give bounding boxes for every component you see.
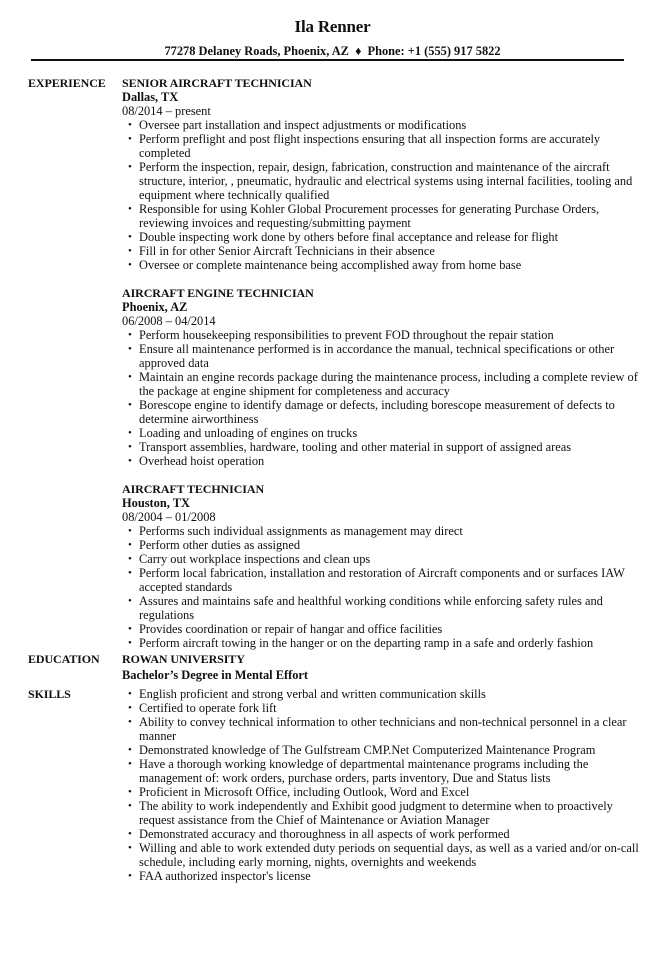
job-dates: 06/2008 – 04/2014 [122, 314, 216, 328]
resume-header [0, 17, 665, 58]
list-item: • Fill in for other Senior Aircraft Technicians in their absence [122, 244, 642, 258]
job-dates: 08/2014 – present [122, 104, 211, 118]
job-title: SENIOR AIRCRAFT TECHNICIAN [122, 76, 312, 90]
list-item: • Performs such individual assignments as management may direct [122, 524, 642, 538]
job-location: Dallas, TX [122, 90, 179, 104]
list-item: • Perform local fabrication, installation and restoration of Aircraft components and or surfaces IAW accepted standards [122, 566, 642, 594]
job-location: Houston, TX [122, 496, 190, 510]
list-item: • Perform the inspection, repair, design, fabrication, construction and maintenance of the aircraft structure, interior, , pneumatic, hydraulic and electrical systems using internal facilities, tooling and equipment where technically qualified [122, 160, 642, 202]
contact-line [0, 44, 665, 58]
address: 77278 Delaney Roads, Phoenix, AZ [164, 44, 349, 58]
candidate-name: Ila Renner [294, 17, 371, 36]
list-item: • Willing and able to work extended duty periods on sequential days, as well as a varied and/or on-call schedule, including early morning, nights, overnights and weekends [122, 841, 642, 869]
job-location: Phoenix, AZ [122, 300, 188, 314]
list-item: • Proficient in Microsoft Office, including Outlook, Word and Excel [122, 785, 642, 799]
skills-list [122, 687, 642, 883]
list-item: • Double inspecting work done by others before final acceptance and release for flight [122, 230, 642, 244]
list-item: • Perform aircraft towing in the hanger or on the departing ramp in a safe and orderly fashion [122, 636, 642, 650]
job-title: AIRCRAFT TECHNICIAN [122, 482, 265, 496]
education-entry [122, 652, 642, 682]
job-dates: 08/2004 – 01/2008 [122, 510, 216, 524]
list-item: • Demonstrated accuracy and thoroughness in all aspects of work performed [122, 827, 642, 841]
list-item: • Loading and unloading of engines on trucks [122, 426, 642, 440]
list-item: • FAA authorized inspector's license [122, 869, 642, 883]
job-bullets [122, 118, 642, 272]
list-item: • English proficient and strong verbal and written communication skills [122, 687, 642, 701]
section-label-education: EDUCATION [28, 652, 100, 666]
experience-list [122, 76, 642, 664]
job-entry [122, 76, 642, 272]
list-item: • Certified to operate fork lift [122, 701, 642, 715]
list-item: • Ability to convey technical information to other technicians and non-technical personnel in a clear manner [122, 715, 642, 743]
list-item: • Ensure all maintenance performed is in accordance the manual, technical specifications or other approved data [122, 342, 642, 370]
list-item: • Carry out workplace inspections and clean ups [122, 552, 642, 566]
list-item: • Responsible for using Kohler Global Procurement processes for generating Purchase Orders, reviewing invoices and requesting/submitting payment [122, 202, 642, 230]
phone: Phone: +1 (555) 917 5822 [367, 44, 501, 58]
job-bullets [122, 328, 642, 468]
list-item: • Borescope engine to identify damage or defects, including borescope measurement of defects to determine airworthiness [122, 398, 642, 426]
skills-list-container [122, 687, 642, 883]
list-item: • Maintain an engine records package during the maintenance process, including a complete review of the package at engine shipment for completeness and accuracy [122, 370, 642, 398]
list-item: • Oversee part installation and inspect adjustments or modifications [122, 118, 642, 132]
section-label-experience: EXPERIENCE [28, 76, 106, 90]
header-divider [31, 59, 624, 61]
list-item: • Overhead hoist operation [122, 454, 642, 468]
list-item: • Have a thorough working knowledge of departmental maintenance programs including the management of: work orders, purchase orders, parts inventory, Due and Status lists [122, 757, 642, 785]
list-item: • Provides coordination or repair of hangar and office facilities [122, 622, 642, 636]
list-item: • Transport assemblies, hardware, tooling and other material in support of assigned areas [122, 440, 642, 454]
list-item: • Demonstrated knowledge of The Gulfstream CMP.Net Computerized Maintenance Program [122, 743, 642, 757]
list-item: • Perform housekeeping responsibilities to prevent FOD throughout the repair station [122, 328, 642, 342]
degree: Bachelor’s Degree in Mental Effort [122, 668, 309, 682]
job-title: AIRCRAFT ENGINE TECHNICIAN [122, 286, 314, 300]
list-item: • Oversee or complete maintenance being accomplished away from home base [122, 258, 642, 272]
list-item: • Assures and maintains safe and healthful working conditions while enforcing safety rules and regulations [122, 594, 642, 622]
list-item: • Perform preflight and post flight inspections ensuring that all inspection forms are accurately completed [122, 132, 642, 160]
school-name: ROWAN UNIVERSITY [122, 652, 245, 666]
job-bullets [122, 524, 642, 650]
list-item: • The ability to work independently and Exhibit good judgment to determine when to proactively request assistance from the Chief of Maintenance or Aviation Manager [122, 799, 642, 827]
diamond-separator-icon: ♦ [355, 44, 362, 58]
section-label-skills: SKILLS [28, 687, 71, 701]
job-entry [122, 286, 642, 468]
job-entry [122, 482, 642, 650]
list-item: • Perform other duties as assigned [122, 538, 642, 552]
